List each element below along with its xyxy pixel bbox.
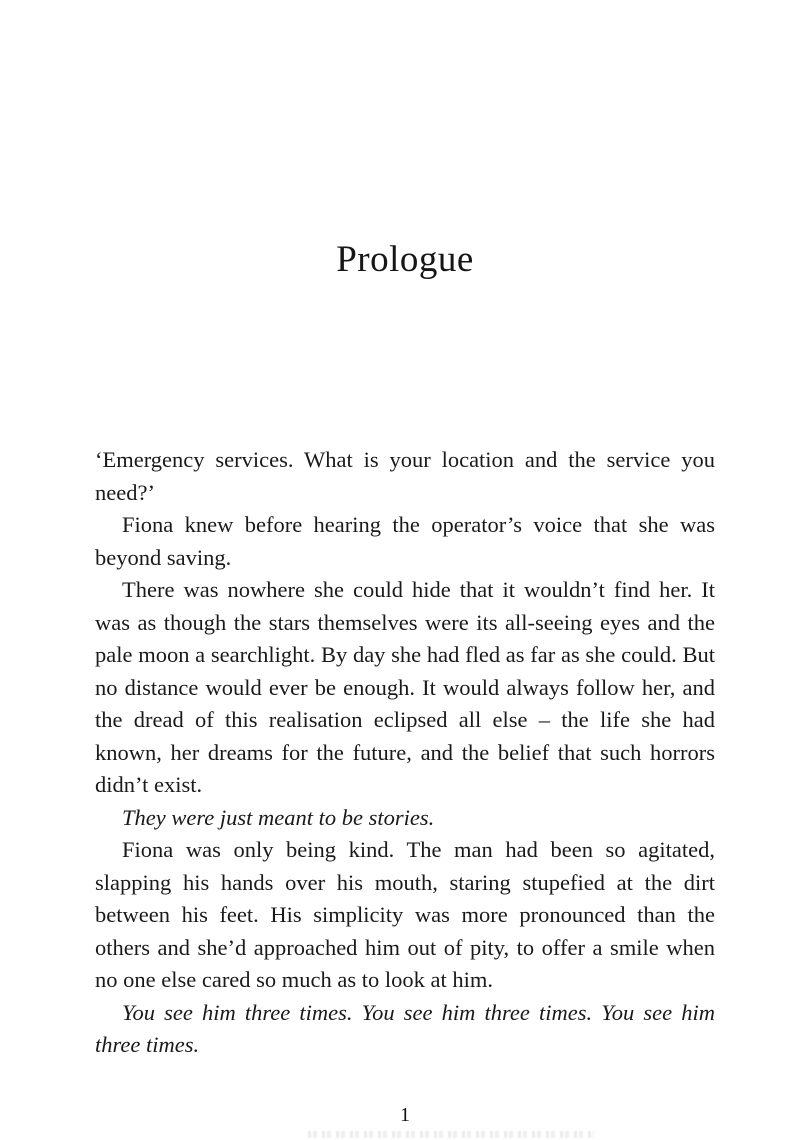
paragraph: Fiona was only being kind. The man had been so agitated, slapping his hands over his mouth, staring stupefied at the dirt between his feet. His simplicity was more pronounced than the others and she’d approached him out of pity, to offer a smile when no one else cared so much as to look at him. <box>95 837 715 992</box>
paragraph-italic: You see him three times. You see him three times. You see him three times. <box>95 999 715 1057</box>
body-text <box>95 444 715 1062</box>
faint-cutoff-text <box>308 1131 594 1138</box>
chapter-title: Prologue <box>336 239 474 280</box>
paragraph: Fiona knew before hearing the operator’s voice that she was beyond saving. <box>95 512 715 570</box>
page-number: 1 <box>400 1104 410 1126</box>
paragraph-dialogue: ‘Emergency services. What is your location and the service you need?’ <box>95 447 715 505</box>
paragraph-italic: They were just meant to be stories. <box>122 804 435 830</box>
paragraph: There was nowhere she could hide that it wouldn’t find her. It was as though the stars themselves were its all-seeing eyes and the pale moon a searchlight. By day she had fled as far as she could. But no distance would ever be enough. It would always follow her, and the dread of this realisation eclipsed all else – the life she had known, her dreams for the future, and the belief that such horrors didn’t exist. <box>95 577 715 797</box>
